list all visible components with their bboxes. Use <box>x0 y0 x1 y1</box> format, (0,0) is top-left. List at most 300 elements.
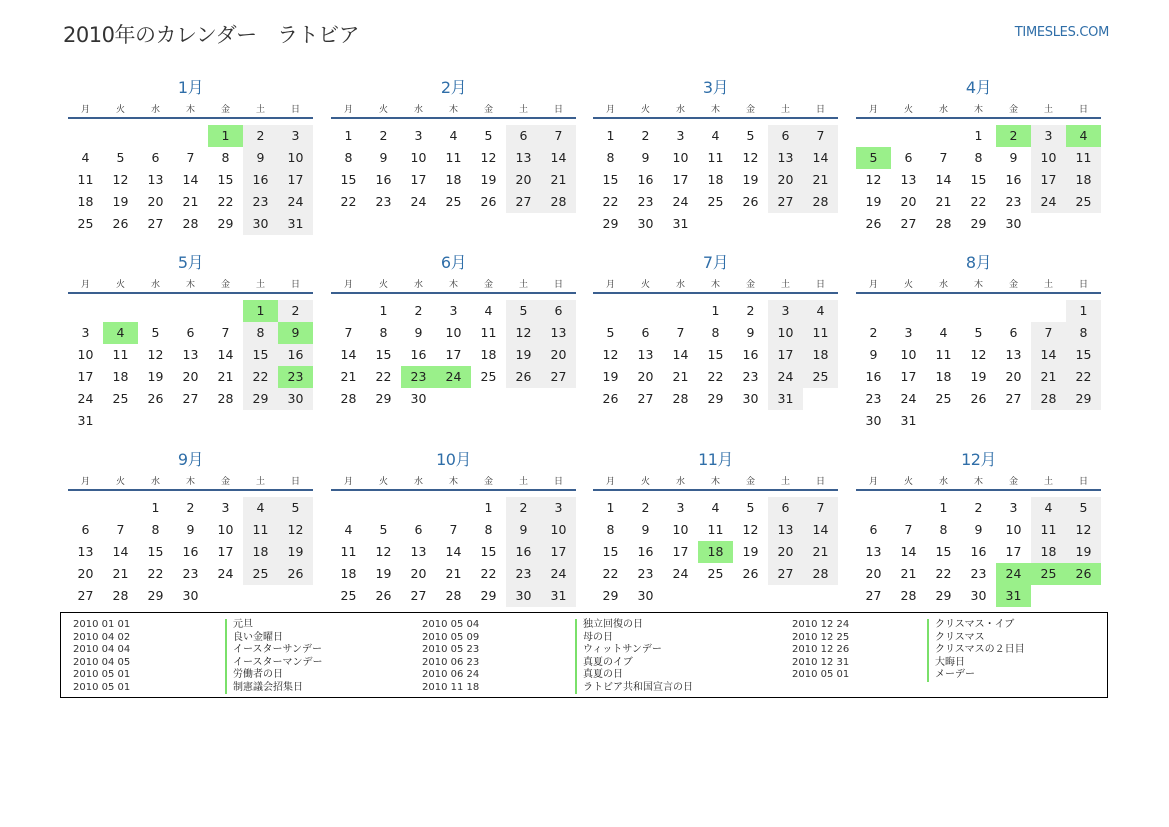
day-cell: 7 <box>449 522 458 537</box>
day-cell: 1 <box>484 500 493 515</box>
day-cell: 13 <box>1005 347 1022 362</box>
day-cell: 9 <box>1009 150 1018 165</box>
day-cell: 24 <box>77 391 94 406</box>
day-cell: 22 <box>340 194 357 209</box>
day-cell: 12 <box>147 347 164 362</box>
holiday-cell: 24 <box>436 366 471 388</box>
day-cell: 20 <box>1005 369 1022 384</box>
holiday-name: クリスマス・イブ <box>927 619 1014 632</box>
weekday-label: 水 <box>675 105 685 115</box>
day-cell: 11 <box>243 519 278 541</box>
day-cell: 6 <box>768 125 803 147</box>
day-cell: 2 <box>746 303 755 318</box>
holiday-cell: 1 <box>208 125 243 147</box>
day-cell: 26 <box>970 391 987 406</box>
day-cell: 23 <box>1005 194 1022 209</box>
day-cell: 25 <box>340 588 357 603</box>
day-cell: 12 <box>375 544 392 559</box>
day-cell: 29 <box>707 391 724 406</box>
day-cell: 22 <box>970 194 987 209</box>
day-cell: 7 <box>939 150 948 165</box>
day-cell: 1 <box>151 500 160 515</box>
day-cell: 1 <box>606 128 615 143</box>
day-cell: 24 <box>410 194 427 209</box>
day-cell: 16 <box>865 369 882 384</box>
day-cell: 23 <box>742 369 759 384</box>
day-cell: 1 <box>344 128 353 143</box>
day-cell: 16 <box>243 169 278 191</box>
day-cell: 2 <box>414 303 423 318</box>
day-cell: 4 <box>344 522 353 537</box>
day-cell: 10 <box>1031 147 1066 169</box>
weekday-label: 月 <box>868 477 878 487</box>
day-cell: 26 <box>147 391 164 406</box>
month-name: 11月 <box>698 450 733 469</box>
day-cell: 2 <box>641 500 650 515</box>
day-cell: 24 <box>278 191 313 213</box>
holiday-name: 良い金曜日 <box>225 632 283 645</box>
day-cell: 11 <box>340 544 357 559</box>
day-cell: 27 <box>77 588 94 603</box>
weekday-label: 月 <box>80 477 90 487</box>
day-cell: 15 <box>147 544 164 559</box>
day-cell: 22 <box>243 366 278 388</box>
holiday-date: 2010 05 04 <box>422 619 480 630</box>
day-cell: 20 <box>506 169 541 191</box>
holiday-date: 2010 11 18 <box>422 681 480 693</box>
day-cell: 19 <box>865 194 882 209</box>
day-cell: 29 <box>602 216 619 231</box>
day-cell: 31 <box>278 213 313 235</box>
day-cell: 19 <box>147 369 164 384</box>
day-cell: 14 <box>935 172 952 187</box>
day-cell: 24 <box>900 391 917 406</box>
holiday-cell: 4 <box>103 322 138 344</box>
day-cell: 26 <box>480 194 497 209</box>
holiday-name: クリスマスの２日目 <box>927 644 1025 657</box>
day-cell: 31 <box>77 413 94 428</box>
day-cell: 24 <box>672 194 689 209</box>
day-cell: 7 <box>221 325 230 340</box>
day-cell: 30 <box>410 391 427 406</box>
day-cell: 14 <box>672 347 689 362</box>
day-cell: 17 <box>768 344 803 366</box>
day-cell: 20 <box>637 369 654 384</box>
weekday-label: 土 <box>255 280 265 290</box>
weekday-label: 火 <box>903 280 913 290</box>
weekday-label: 金 <box>1008 280 1018 290</box>
day-cell: 17 <box>77 369 94 384</box>
day-cell: 5 <box>379 522 388 537</box>
holiday-cell: 25 <box>1031 563 1066 585</box>
day-cell: 14 <box>445 544 462 559</box>
day-cell: 30 <box>278 388 313 410</box>
day-cell: 8 <box>974 150 983 165</box>
weekday-label: 土 <box>780 477 790 487</box>
holiday-name: イースターサンデー <box>225 644 322 657</box>
day-cell: 8 <box>221 150 230 165</box>
day-cell: 9 <box>974 522 983 537</box>
day-cell: 2 <box>641 128 650 143</box>
weekday-label: 木 <box>448 477 458 487</box>
day-cell: 3 <box>1009 500 1018 515</box>
day-cell: 17 <box>217 544 234 559</box>
day-cell: 11 <box>803 322 838 344</box>
month-divider <box>593 117 838 119</box>
day-cell: 28 <box>1031 388 1066 410</box>
day-cell: 10 <box>278 147 313 169</box>
day-cell: 29 <box>243 388 278 410</box>
day-cell: 20 <box>865 566 882 581</box>
day-cell: 13 <box>768 147 803 169</box>
weekday-label: 月 <box>80 280 90 290</box>
month-name: 1月 <box>177 78 204 97</box>
day-cell: 11 <box>77 172 94 187</box>
day-cell: 28 <box>217 391 234 406</box>
day-cell: 12 <box>865 172 882 187</box>
day-cell: 16 <box>970 544 987 559</box>
day-cell: 3 <box>81 325 90 340</box>
day-cell: 26 <box>506 366 541 388</box>
day-cell: 2 <box>869 325 878 340</box>
day-cell: 29 <box>375 391 392 406</box>
weekday-label: 月 <box>343 280 353 290</box>
weekday-label: 日 <box>290 105 300 115</box>
holiday-cell: 24 <box>996 563 1031 585</box>
holiday-cell: 23 <box>278 366 313 388</box>
day-cell: 26 <box>865 216 882 231</box>
day-cell: 20 <box>900 194 917 209</box>
holiday-cell: 9 <box>278 322 313 344</box>
weekday-label: 日 <box>1078 105 1088 115</box>
day-cell: 11 <box>935 347 952 362</box>
day-cell: 11 <box>707 150 724 165</box>
day-cell: 20 <box>147 194 164 209</box>
day-cell: 23 <box>506 563 541 585</box>
day-cell: 27 <box>410 588 427 603</box>
day-cell: 25 <box>112 391 129 406</box>
day-cell: 3 <box>541 497 576 519</box>
day-cell: 10 <box>900 347 917 362</box>
day-cell: 7 <box>116 522 125 537</box>
day-cell: 21 <box>340 369 357 384</box>
day-cell: 26 <box>742 566 759 581</box>
day-cell: 22 <box>480 566 497 581</box>
day-cell: 26 <box>602 391 619 406</box>
day-cell: 18 <box>243 541 278 563</box>
weekday-label: 木 <box>973 105 983 115</box>
day-cell: 16 <box>742 347 759 362</box>
day-cell: 18 <box>480 347 497 362</box>
day-cell: 29 <box>935 588 952 603</box>
weekday-label: 火 <box>903 477 913 487</box>
holiday-name: 労働者の日 <box>225 669 283 682</box>
weekday-label: 水 <box>413 105 423 115</box>
day-cell: 15 <box>602 172 619 187</box>
day-cell: 11 <box>445 150 462 165</box>
day-cell: 10 <box>672 522 689 537</box>
day-cell: 13 <box>77 544 94 559</box>
day-cell: 14 <box>112 544 129 559</box>
day-cell: 4 <box>1031 497 1066 519</box>
day-cell: 4 <box>939 325 948 340</box>
holiday-name: メーデー <box>927 669 975 682</box>
day-cell: 8 <box>379 325 388 340</box>
weekday-label: 金 <box>1008 105 1018 115</box>
month-name: 9月 <box>177 450 204 469</box>
month-divider <box>331 292 576 294</box>
weekday-label: 金 <box>220 105 230 115</box>
day-cell: 26 <box>742 194 759 209</box>
day-cell: 15 <box>480 544 497 559</box>
day-cell: 1 <box>939 500 948 515</box>
weekday-label: 火 <box>903 105 913 115</box>
day-cell: 13 <box>900 172 917 187</box>
day-cell: 5 <box>746 128 755 143</box>
day-cell: 3 <box>449 303 458 318</box>
day-cell: 2 <box>974 500 983 515</box>
day-cell: 5 <box>484 128 493 143</box>
holiday-name: 元旦 <box>225 619 253 632</box>
holiday-date: 2010 12 24 <box>792 619 850 630</box>
day-cell: 5 <box>1066 497 1101 519</box>
day-cell: 6 <box>541 300 576 322</box>
day-cell: 27 <box>182 391 199 406</box>
day-cell: 10 <box>768 322 803 344</box>
day-cell: 9 <box>414 325 423 340</box>
weekday-label: 日 <box>290 477 300 487</box>
day-cell: 1 <box>379 303 388 318</box>
weekday-label: 金 <box>745 280 755 290</box>
day-cell: 11 <box>112 347 129 362</box>
day-cell: 28 <box>803 563 838 585</box>
holiday-date: 2010 01 01 <box>73 619 131 630</box>
day-cell: 14 <box>803 519 838 541</box>
day-cell: 15 <box>375 347 392 362</box>
day-cell: 10 <box>672 150 689 165</box>
day-cell: 14 <box>803 147 838 169</box>
day-cell: 13 <box>865 544 882 559</box>
day-cell: 11 <box>480 325 497 340</box>
weekday-label: 金 <box>483 105 493 115</box>
holiday-date: 2010 12 26 <box>792 644 850 655</box>
day-cell: 24 <box>217 566 234 581</box>
day-cell: 27 <box>506 191 541 213</box>
day-cell: 22 <box>217 194 234 209</box>
day-cell: 19 <box>278 541 313 563</box>
day-cell: 18 <box>1066 169 1101 191</box>
day-cell: 12 <box>602 347 619 362</box>
weekday-label: 火 <box>640 280 650 290</box>
day-cell: 6 <box>904 150 913 165</box>
weekday-label: 金 <box>483 477 493 487</box>
holiday-name: 大晦日 <box>927 657 965 670</box>
weekday-label: 金 <box>745 477 755 487</box>
day-cell: 31 <box>541 585 576 607</box>
day-cell: 21 <box>803 169 838 191</box>
day-cell: 23 <box>637 566 654 581</box>
holiday-date: 2010 05 09 <box>422 631 480 643</box>
site-link[interactable]: TIMESLES.COM <box>1014 25 1109 40</box>
day-cell: 4 <box>449 128 458 143</box>
month-name: 4月 <box>965 78 992 97</box>
month-divider <box>856 292 1101 294</box>
day-cell: 18 <box>445 172 462 187</box>
holiday-date: 2010 05 01 <box>73 681 131 693</box>
day-cell: 26 <box>375 588 392 603</box>
day-cell: 22 <box>602 194 619 209</box>
day-cell: 20 <box>768 169 803 191</box>
day-cell: 8 <box>484 522 493 537</box>
month-divider <box>593 489 838 491</box>
weekday-label: 月 <box>343 105 353 115</box>
weekday-label: 火 <box>115 280 125 290</box>
day-cell: 27 <box>541 366 576 388</box>
day-cell: 12 <box>970 347 987 362</box>
weekday-label: 月 <box>605 477 615 487</box>
weekday-label: 火 <box>640 477 650 487</box>
holiday-name: 制憲議会招集日 <box>225 682 303 695</box>
day-cell: 21 <box>541 169 576 191</box>
weekday-label: 土 <box>1043 280 1053 290</box>
day-cell: 16 <box>637 172 654 187</box>
day-cell: 29 <box>480 588 497 603</box>
day-cell: 15 <box>602 544 619 559</box>
day-cell: 30 <box>637 216 654 231</box>
day-cell: 22 <box>147 566 164 581</box>
month-divider <box>331 117 576 119</box>
holiday-list <box>60 612 1108 698</box>
weekday-label: 金 <box>1008 477 1018 487</box>
day-cell: 2 <box>186 500 195 515</box>
weekday-label: 火 <box>378 105 388 115</box>
day-cell: 11 <box>1066 147 1101 169</box>
month-name: 8月 <box>965 253 992 272</box>
day-cell: 13 <box>410 544 427 559</box>
day-cell: 6 <box>1009 325 1018 340</box>
day-cell: 12 <box>506 322 541 344</box>
day-cell: 18 <box>1031 541 1066 563</box>
day-cell: 24 <box>541 563 576 585</box>
day-cell: 8 <box>606 522 615 537</box>
weekday-label: 木 <box>973 280 983 290</box>
day-cell: 26 <box>278 563 313 585</box>
holiday-date: 2010 05 01 <box>73 669 131 680</box>
day-cell: 18 <box>77 194 94 209</box>
day-cell: 25 <box>243 563 278 585</box>
day-cell: 25 <box>935 391 952 406</box>
day-cell: 4 <box>81 150 90 165</box>
weekday-label: 火 <box>378 280 388 290</box>
weekday-label: 水 <box>413 280 423 290</box>
day-cell: 5 <box>151 325 160 340</box>
day-cell: 6 <box>506 125 541 147</box>
day-cell: 8 <box>1066 322 1101 344</box>
weekday-label: 日 <box>815 280 825 290</box>
weekday-label: 土 <box>255 105 265 115</box>
day-cell: 14 <box>1031 344 1066 366</box>
day-cell: 6 <box>81 522 90 537</box>
holiday-date: 2010 05 23 <box>422 644 480 655</box>
weekday-label: 月 <box>605 105 615 115</box>
day-cell: 9 <box>379 150 388 165</box>
day-cell: 27 <box>147 216 164 231</box>
day-cell: 15 <box>243 344 278 366</box>
weekday-label: 木 <box>185 280 195 290</box>
day-cell: 28 <box>935 216 952 231</box>
day-cell: 10 <box>410 150 427 165</box>
day-cell: 13 <box>182 347 199 362</box>
day-cell: 22 <box>602 566 619 581</box>
day-cell: 5 <box>506 300 541 322</box>
weekday-label: 木 <box>710 280 720 290</box>
holiday-name: ラトビア共和国宣言の日 <box>575 682 693 695</box>
day-cell: 7 <box>803 125 838 147</box>
day-cell: 23 <box>375 194 392 209</box>
day-cell: 22 <box>707 369 724 384</box>
day-cell: 12 <box>742 522 759 537</box>
page-title: 2010年のカレンダー ラトビア <box>63 23 360 47</box>
weekday-label: 水 <box>150 280 160 290</box>
day-cell: 19 <box>970 369 987 384</box>
month-name: 2月 <box>440 78 467 97</box>
weekday-label: 土 <box>255 477 265 487</box>
day-cell: 13 <box>147 172 164 187</box>
day-cell: 16 <box>506 541 541 563</box>
day-cell: 16 <box>410 347 427 362</box>
weekday-label: 日 <box>1078 280 1088 290</box>
day-cell: 19 <box>1066 541 1101 563</box>
day-cell: 18 <box>112 369 129 384</box>
weekday-label: 月 <box>343 477 353 487</box>
day-cell: 20 <box>182 369 199 384</box>
day-cell: 21 <box>900 566 917 581</box>
day-cell: 19 <box>112 194 129 209</box>
day-cell: 25 <box>707 194 724 209</box>
weekday-label: 水 <box>413 477 423 487</box>
weekday-label: 火 <box>378 477 388 487</box>
day-cell: 25 <box>1066 191 1101 213</box>
day-cell: 16 <box>278 344 313 366</box>
day-cell: 24 <box>768 366 803 388</box>
weekday-label: 火 <box>115 105 125 115</box>
day-cell: 21 <box>935 194 952 209</box>
day-cell: 4 <box>484 303 493 318</box>
day-cell: 18 <box>340 566 357 581</box>
weekday-label: 木 <box>710 477 720 487</box>
day-cell: 1 <box>1066 300 1101 322</box>
day-cell: 22 <box>1066 366 1101 388</box>
day-cell: 30 <box>243 213 278 235</box>
day-cell: 23 <box>637 194 654 209</box>
day-cell: 12 <box>112 172 129 187</box>
day-cell: 14 <box>217 347 234 362</box>
day-cell: 13 <box>768 519 803 541</box>
day-cell: 23 <box>182 566 199 581</box>
month-divider <box>856 489 1101 491</box>
day-cell: 19 <box>506 344 541 366</box>
day-cell: 14 <box>900 544 917 559</box>
holiday-date: 2010 05 01 <box>792 669 850 680</box>
day-cell: 30 <box>1005 216 1022 231</box>
day-cell: 31 <box>672 216 689 231</box>
day-cell: 21 <box>445 566 462 581</box>
day-cell: 27 <box>768 191 803 213</box>
month-divider <box>68 292 313 294</box>
day-cell: 20 <box>410 566 427 581</box>
day-cell: 30 <box>865 413 882 428</box>
holiday-date: 2010 04 04 <box>73 644 131 655</box>
